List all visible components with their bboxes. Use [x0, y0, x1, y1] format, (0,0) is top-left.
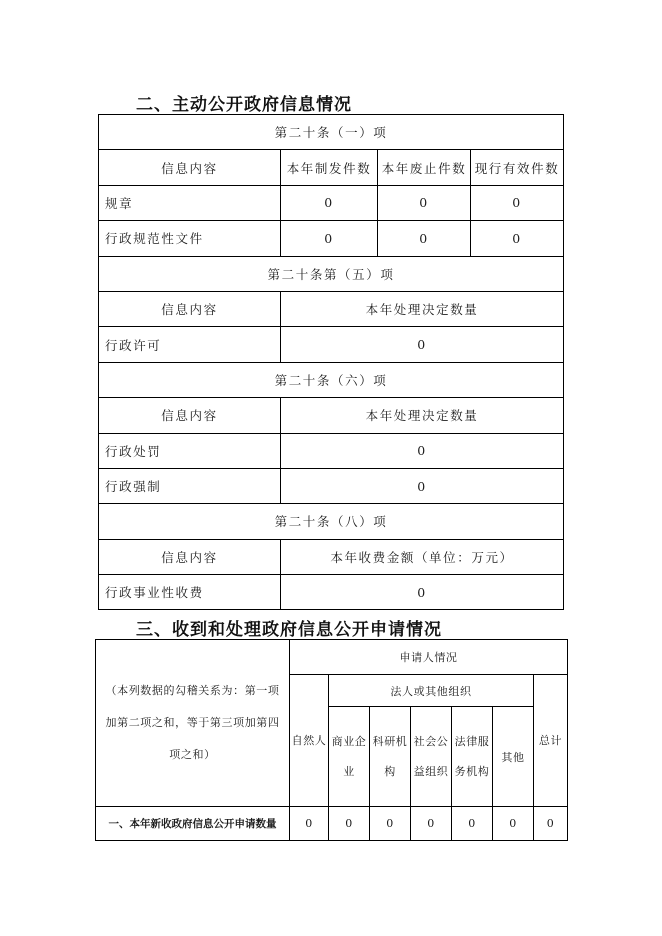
- row-label: 行政强制: [99, 468, 281, 503]
- table-row: [99, 539, 564, 574]
- cell-value: 0: [493, 807, 534, 841]
- cell-value: 0: [378, 185, 471, 220]
- row-label: 行政处罚: [99, 433, 281, 468]
- table-row: [99, 398, 564, 433]
- cell-value: 0: [281, 575, 564, 610]
- column-header: 本年收费金额（单位：万元）: [281, 539, 564, 574]
- cell-value: 0: [471, 185, 564, 220]
- column-header: 本年废止件数: [378, 150, 471, 185]
- legal-org-header: 法人或其他组织: [329, 675, 534, 707]
- org-column-header: 科研机构: [370, 707, 411, 807]
- table-row: [96, 807, 568, 841]
- column-header: 信息内容: [99, 150, 281, 185]
- org-column-header: 法律服务机构: [452, 707, 493, 807]
- table-row: [99, 221, 564, 256]
- section-2-title: 二、主动公开政府信息情况: [136, 95, 352, 115]
- org-column-header: 社会公益组织: [411, 707, 452, 807]
- cell-value: 0: [471, 221, 564, 256]
- cell-value: 0: [534, 807, 568, 841]
- org-column-header: 商业企业: [329, 707, 370, 807]
- row-label: 行政规范性文件: [99, 221, 281, 256]
- cell-value: 0: [281, 327, 564, 362]
- cell-value: 0: [452, 807, 493, 841]
- article20-8-header: 第二十条（八）项: [99, 504, 564, 539]
- table-row: [99, 185, 564, 220]
- cell-value: 0: [378, 221, 471, 256]
- row-label: 规章: [99, 185, 281, 220]
- section-3-title: 三、收到和处理政府信息公开申请情况: [136, 620, 442, 640]
- table-row: [99, 115, 564, 150]
- table-row: [99, 327, 564, 362]
- row-label: 行政事业性收费: [99, 575, 281, 610]
- cell-value: 0: [329, 807, 370, 841]
- applicant-header: 申请人情况: [290, 640, 568, 675]
- total-header: 总计: [534, 675, 568, 807]
- cell-value: 0: [281, 221, 378, 256]
- article20-5-header: 第二十条第（五）项: [99, 256, 564, 291]
- column-header: 信息内容: [99, 539, 281, 574]
- column-header: 信息内容: [99, 291, 281, 326]
- table-row: [96, 640, 568, 675]
- article20-1-header: 第二十条（一）项: [99, 115, 564, 150]
- proactive-disclosure-table: [98, 114, 564, 610]
- column-header: 本年制发件数: [281, 150, 378, 185]
- cell-value: 0: [281, 468, 564, 503]
- column-header: 本年处理决定数量: [281, 291, 564, 326]
- application-handling-table: [95, 639, 568, 841]
- article20-6-header: 第二十条（六）项: [99, 362, 564, 397]
- cell-value: 0: [370, 807, 411, 841]
- column-header: 现行有效件数: [471, 150, 564, 185]
- table-row: [99, 291, 564, 326]
- row-label: 行政许可: [99, 327, 281, 362]
- column-header: 信息内容: [99, 398, 281, 433]
- table-row: [99, 256, 564, 291]
- cell-value: 0: [411, 807, 452, 841]
- org-column-header: 其他: [493, 707, 534, 807]
- table-row: [99, 504, 564, 539]
- cell-value: 0: [290, 807, 329, 841]
- table-row: [99, 433, 564, 468]
- cell-value: 0: [281, 433, 564, 468]
- reconciliation-note: （本列数据的勾稽关系为：第一项加第二项之和，等于第三项加第四项之和）: [96, 640, 290, 807]
- natural-person-header: 自然人: [290, 675, 329, 807]
- cell-value: 0: [281, 185, 378, 220]
- table-row: [99, 575, 564, 610]
- table-row: [99, 150, 564, 185]
- table-row: [99, 362, 564, 397]
- table-row: [99, 468, 564, 503]
- column-header: 本年处理决定数量: [281, 398, 564, 433]
- row-label: 一、本年新收政府信息公开申请数量: [96, 807, 290, 841]
